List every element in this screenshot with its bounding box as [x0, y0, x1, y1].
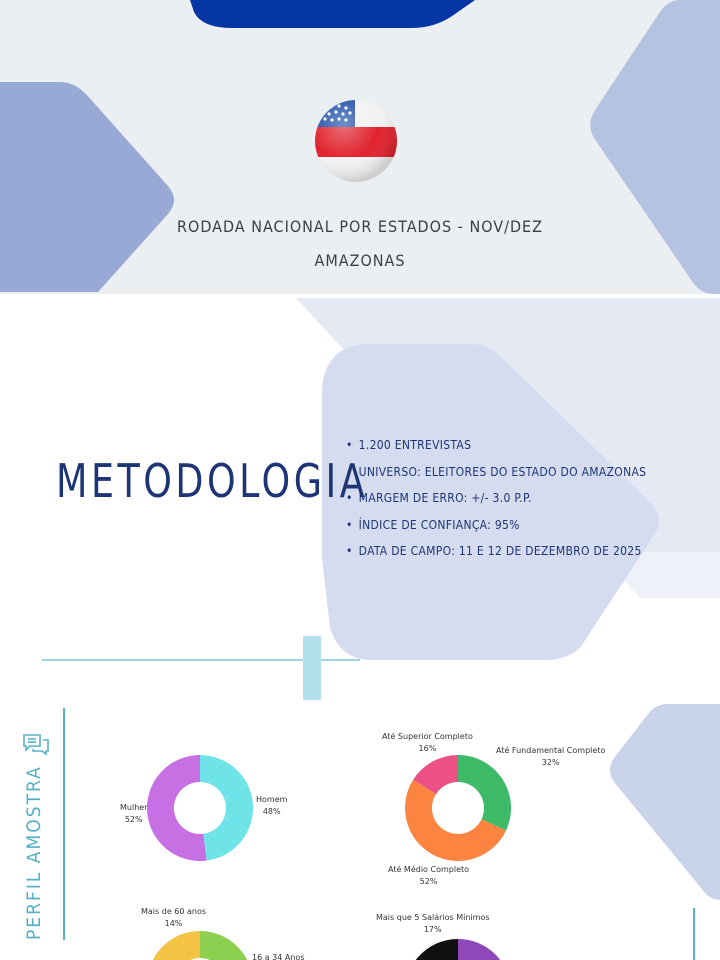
state-name: AMAZONAS	[314, 251, 406, 270]
methodology-bullets	[346, 432, 646, 565]
title-slide	[0, 0, 720, 294]
right-hexagon-shape	[590, 0, 720, 294]
label-ate-fundamental: Até Fundamental Completo 32%	[496, 746, 606, 767]
gender-donut-chart	[147, 755, 253, 861]
label-mulher: Mulher 52%	[120, 803, 148, 824]
methodology-slide	[0, 298, 720, 700]
sample-profile-slide	[0, 704, 720, 960]
label-ate-superior: Até Superior Completo 16%	[382, 732, 473, 753]
label-ate-medio: Até Médio Completo 52%	[388, 865, 470, 886]
donut-slice-mais-que-5-sal-rios-m-nimos	[458, 939, 504, 960]
donut-hole	[174, 782, 226, 834]
label-16-a-34: 16 a 34 Anos	[252, 953, 305, 960]
bullet-universe: • UNIVERSO: ELEITORES DO ESTADO DO AMAZONAS	[346, 459, 646, 486]
methodology-title: METODOLOGIA	[56, 454, 369, 508]
label-homem: Homem 48%	[256, 795, 288, 816]
navy-top-shape	[190, 0, 475, 28]
label-mais-de-60: Mais de 60 anos 14%	[141, 907, 207, 928]
income-donut-chart	[405, 939, 511, 960]
chat-bubbles-icon	[21, 732, 51, 756]
bullet-margin-of-error: • MARGEM DE ERRO: +/- 3.0 P.P.	[346, 485, 646, 512]
accent-bar	[303, 636, 321, 700]
education-donut-chart	[405, 755, 511, 861]
bullet-fieldwork-date: • DATA DE CAMPO: 11 E 12 DE DEZEMBRO DE 2025	[346, 538, 646, 565]
donut-slice-16-a-34-anos	[200, 931, 253, 960]
survey-round-title: RODADA NACIONAL POR ESTADOS - NOV/DEZ	[177, 217, 543, 236]
bullet-interviews: • 1.200 ENTREVISTAS	[346, 432, 646, 459]
sample-profile-title: PERFIL AMOSTRA	[23, 765, 45, 940]
age-donut-chart	[147, 931, 253, 960]
amazonas-flag-icon	[315, 100, 397, 182]
slide3-background-shapes	[0, 704, 720, 960]
label-mais-que-5-salarios: Mais que 5 Salários Mínimos 17%	[376, 913, 490, 934]
right-hexagon-shape-slide3	[610, 704, 720, 900]
donut-hole	[432, 782, 484, 834]
bullet-confidence: • ÍNDICE DE CONFIANÇA: 95%	[346, 512, 646, 539]
